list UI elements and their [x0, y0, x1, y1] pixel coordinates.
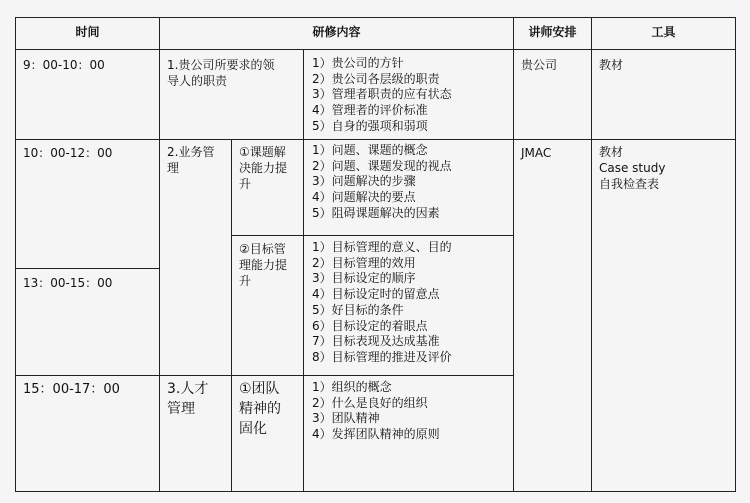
row1-items [312, 56, 452, 135]
col-divider-sub [231, 139, 232, 492]
row3-sub: ①团队 精神的 固化 [239, 381, 281, 437]
header-divider [15, 49, 736, 50]
col-divider-items [303, 49, 304, 492]
table-border-top [15, 17, 736, 18]
row2-sub2: ②目标管 理能力提 升 [239, 242, 288, 288]
row1-lecturer: 贵公司 [521, 58, 558, 72]
list-item: 7）目标表现及达成基准 [312, 334, 440, 349]
row2-time-afternoon: 13：00-15：00 [23, 276, 113, 290]
list-item: 5）阻碍课题解决的因素 [312, 205, 440, 220]
list-item: 2）贵公司各层级的职责 [312, 71, 440, 86]
row-divider-2 [15, 375, 513, 376]
list-item: 3）目标设定的顺序 [312, 271, 416, 286]
col-divider-tools [591, 17, 592, 492]
row2-tools: 教材 Case study 自我检查表 [599, 145, 666, 191]
list-item: 4）管理者的评价标准 [312, 103, 428, 118]
row3-time: 15：00-17：00 [23, 382, 120, 397]
row2-items2 [312, 240, 452, 366]
row-divider-1 [15, 139, 736, 140]
list-item: 2）问题、课题发现的视点 [312, 158, 452, 173]
list-item: 8）目标管理的推进及评价 [312, 349, 452, 364]
row2-time-morning: 10：00-12：00 [23, 146, 113, 160]
row2-lecturer: JMAC [521, 146, 552, 160]
list-item: 3）问题解决的步骤 [312, 174, 416, 189]
list-item: 5）好目标的条件 [312, 302, 404, 317]
list-item: 1）组织的概念 [312, 380, 392, 394]
list-item: 4）目标设定时的留意点 [312, 287, 440, 302]
list-item: 4）问题解决的要点 [312, 190, 416, 205]
list-item: 6）目标设定的着眼点 [312, 318, 428, 333]
header-content: 研修内容 [312, 25, 361, 39]
list-item: 5）自身的强项和弱项 [312, 118, 428, 133]
list-item: 4）发挥团队精神的原则 [312, 427, 440, 442]
col-divider-time [159, 17, 160, 492]
list-item: 1）贵公司的方针 [312, 56, 404, 70]
list-item: 3）团队精神 [312, 411, 380, 426]
list-item: 1）目标管理的意义、目的 [312, 240, 452, 254]
row3-items [312, 380, 440, 443]
row3-topic: 3.人才 管理 [167, 381, 209, 417]
row1-time: 9：00-10：00 [23, 58, 105, 72]
table-border-bottom [15, 491, 736, 492]
row2-sub1: ①课题解 决能力提 升 [239, 145, 288, 191]
col-divider-lecturer [513, 17, 514, 492]
row1-topic: 1.贵公司所要求的领 导人的职责 [167, 58, 275, 88]
table-border-right [735, 17, 736, 492]
list-item: 3）管理者职责的应有状态 [312, 87, 452, 102]
header-lecturer: 讲师安排 [528, 25, 577, 39]
header-tools: 工具 [651, 25, 676, 39]
list-item: 2）目标管理的效用 [312, 255, 416, 270]
row1-tools: 教材 [599, 58, 624, 72]
subrow-divider [232, 235, 513, 236]
header-time: 时间 [75, 25, 100, 39]
row2-items1 [312, 143, 452, 222]
list-item: 2）什么是良好的组织 [312, 395, 428, 410]
row2-topic: 2.业务管 理 [167, 145, 215, 175]
table-border-left [15, 17, 16, 492]
time-divider [15, 268, 160, 269]
list-item: 1）问题、课题的概念 [312, 143, 428, 157]
